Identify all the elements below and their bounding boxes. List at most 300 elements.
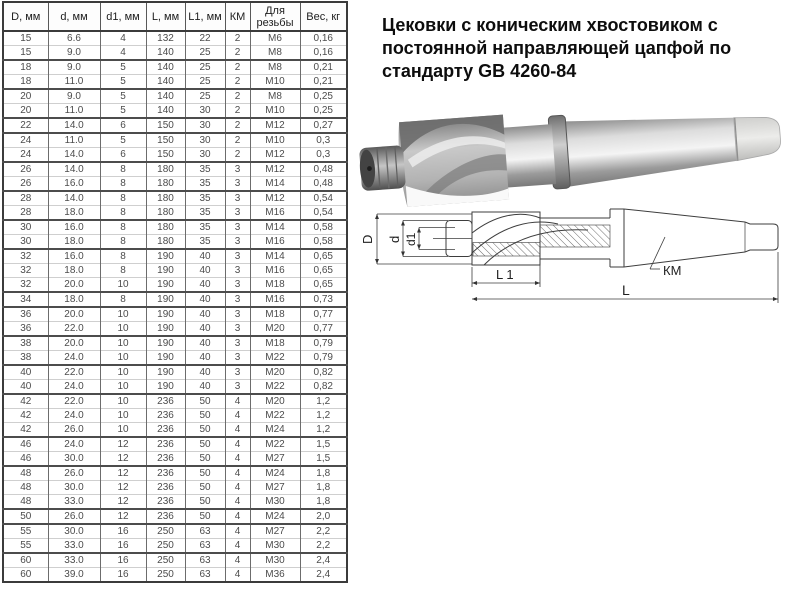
table-cell: 1,2 [300,394,347,409]
table-cell: 40 [185,307,225,322]
table-cell: 4 [225,437,250,452]
table-cell: 150 [146,118,185,133]
table-cell: 4 [225,495,250,510]
table-row [3,191,347,206]
table-row [3,162,347,177]
tool-photo-group [358,95,783,211]
table-cell: 3 [225,365,250,380]
table-cell: 18.0 [48,264,100,278]
table-cell: M18 [250,336,300,351]
table-cell: 5 [100,89,146,104]
table-row [3,365,347,380]
table-cell: 2 [225,89,250,104]
table-cell: 10 [100,365,146,380]
table-cell: 26.0 [48,423,100,438]
table-cell: 40 [185,380,225,395]
table-cell: M14 [250,249,300,264]
photo-shank [561,109,740,188]
table-cell: M12 [250,162,300,177]
table-row [3,60,347,75]
table-cell: 20.0 [48,307,100,322]
table-row [3,104,347,119]
table-cell: 4 [225,553,250,568]
table-cell: 30 [3,235,48,250]
table-cell: 8 [100,162,146,177]
table-cell: 50 [185,452,225,467]
table-cell: 236 [146,423,185,438]
dim-label-KM: КМ [663,263,682,278]
table-cell: 3 [225,162,250,177]
diagram-tang [745,222,778,252]
table-cell: 12 [100,452,146,467]
table-cell: 0,82 [300,365,347,380]
table-cell: 16 [100,553,146,568]
table-cell: 4 [225,539,250,554]
table-cell: M27 [250,524,300,539]
table-cell: 3 [225,351,250,366]
diagram-taper-bottom [624,252,745,267]
table-row [3,509,347,524]
table-row [3,380,347,395]
table-cell: 15 [3,46,48,61]
table-cell: 180 [146,191,185,206]
table-row [3,133,347,148]
table-cell: 0,65 [300,249,347,264]
table-cell: 50 [3,509,48,524]
table-cell: M30 [250,539,300,554]
table-cell: 2 [225,104,250,119]
table-cell: 39.0 [48,568,100,583]
table-cell: 0,16 [300,46,347,61]
right-panel [358,0,794,600]
table-cell: 1,2 [300,423,347,438]
table-cell: 26.0 [48,509,100,524]
table-cell: M16 [250,235,300,250]
table-cell: M8 [250,89,300,104]
table-cell: 140 [146,46,185,61]
table-cell: 236 [146,394,185,409]
table-cell: 236 [146,409,185,423]
table-cell: 20.0 [48,278,100,293]
table-cell: 0,3 [300,148,347,163]
table-cell: 25 [185,75,225,90]
table-cell: 6.6 [48,31,100,46]
table-cell: 28 [3,191,48,206]
table-cell: 3 [225,220,250,235]
table-cell: 10 [100,380,146,395]
table-cell: 1,8 [300,495,347,510]
dim-label-D: D [360,234,375,244]
table-cell: 0,65 [300,264,347,278]
table-cell: M16 [250,292,300,307]
table-cell: 190 [146,322,185,337]
table-cell: 26 [3,177,48,192]
specs-table [2,1,348,583]
table-cell: 0,79 [300,351,347,366]
table-cell: 40 [185,278,225,293]
table-row [3,423,347,438]
table-cell: 12 [100,437,146,452]
diagram-taper-top [624,209,745,222]
table-row [3,452,347,467]
table-cell: 14.0 [48,118,100,133]
table-cell: 2,4 [300,568,347,583]
table-cell: 22 [185,31,225,46]
table-cell: 32 [3,278,48,293]
table-cell: M24 [250,423,300,438]
diagram-outline [433,209,778,267]
diagram-flute-curve-1 [472,214,540,233]
table-cell: 0,73 [300,292,347,307]
table-cell: 35 [185,191,225,206]
table-cell: 2,2 [300,539,347,554]
table-cell: 26.0 [48,466,100,481]
table-cell: 40 [185,292,225,307]
table-cell: 3 [225,307,250,322]
table-cell: 1,2 [300,409,347,423]
table-cell: 4 [225,423,250,438]
table-cell: 48 [3,466,48,481]
table-cell: 35 [185,220,225,235]
table-cell: 2 [225,75,250,90]
table-row [3,437,347,452]
table-cell: 2 [225,31,250,46]
table-row [3,249,347,264]
table-cell: M14 [250,177,300,192]
table-cell: 3 [225,191,250,206]
table-cell: 5 [100,60,146,75]
table-cell: 24 [3,133,48,148]
table-cell: M6 [250,31,300,46]
table-cell: 42 [3,394,48,409]
table-cell: 236 [146,437,185,452]
table-cell: 236 [146,452,185,467]
table-cell: 28 [3,206,48,221]
table-cell: M22 [250,437,300,452]
table-cell: 10 [100,278,146,293]
table-cell: 3 [225,206,250,221]
table-cell: 36 [3,307,48,322]
table-cell: 0,27 [300,118,347,133]
table-cell: 0,82 [300,380,347,395]
table-cell: 180 [146,206,185,221]
table-cell: 250 [146,539,185,554]
table-cell: 190 [146,292,185,307]
table-cell: 8 [100,220,146,235]
table-cell: 50 [185,481,225,495]
table-cell: 10 [100,409,146,423]
table-cell: 236 [146,509,185,524]
table-cell: 150 [146,148,185,163]
column-header: L, мм [146,2,185,31]
table-row [3,553,347,568]
table-cell: 16.0 [48,249,100,264]
table-cell: 0,25 [300,89,347,104]
table-cell: 22.0 [48,322,100,337]
table-row [3,220,347,235]
table-cell: 33.0 [48,553,100,568]
table-cell: 18.0 [48,235,100,250]
table-cell: M30 [250,495,300,510]
table-cell: M12 [250,191,300,206]
table-cell: M24 [250,466,300,481]
title-line-2: постоянной направляющей цапфой по [382,38,732,58]
table-row [3,568,347,583]
table-cell: 6 [100,148,146,163]
table-cell: 36 [3,322,48,337]
page-title [382,14,774,83]
table-cell: 63 [185,568,225,583]
table-cell: 4 [100,31,146,46]
table-cell: 38 [3,351,48,366]
table-cell: 25 [185,46,225,61]
table-cell: 3 [225,380,250,395]
table-cell: 50 [185,394,225,409]
table-row [3,89,347,104]
table-row [3,292,347,307]
table-cell: 50 [185,466,225,481]
table-cell: 50 [185,495,225,510]
table-cell: 24 [3,148,48,163]
table-cell: 24.0 [48,351,100,366]
table-cell: 140 [146,60,185,75]
table-cell: 236 [146,481,185,495]
table-cell: 190 [146,336,185,351]
table-cell: 48 [3,481,48,495]
table-cell: 8 [100,249,146,264]
table-cell: 20 [3,104,48,119]
table-cell: 12 [100,509,146,524]
table-cell: 1,8 [300,481,347,495]
table-cell: 190 [146,307,185,322]
table-cell: 30.0 [48,481,100,495]
table-cell: 10 [100,423,146,438]
table-row [3,322,347,337]
table-cell: M20 [250,322,300,337]
table-row [3,177,347,192]
table-cell: 190 [146,249,185,264]
table-cell: 0,3 [300,133,347,148]
table-cell: 50 [185,423,225,438]
table-cell: 250 [146,524,185,539]
table-cell: 3 [225,249,250,264]
table-row [3,336,347,351]
table-cell: 4 [225,524,250,539]
dim-label-L1: L 1 [496,267,514,282]
table-cell: 18 [3,60,48,75]
table-row [3,31,347,46]
table-cell: 0,21 [300,75,347,90]
table-cell: 180 [146,220,185,235]
table-cell: 10 [100,307,146,322]
table-row [3,264,347,278]
table-cell: 16.0 [48,220,100,235]
table-cell: M22 [250,380,300,395]
table-cell: M8 [250,60,300,75]
table-cell: 11.0 [48,133,100,148]
table-cell: M18 [250,307,300,322]
dim-label-L: L [622,282,630,298]
table-cell: 20.0 [48,336,100,351]
table-cell: 40 [3,380,48,395]
spec-table-panel [2,1,348,583]
table-cell: M20 [250,365,300,380]
table-cell: 4 [225,509,250,524]
table-cell: 2 [225,148,250,163]
table-cell: 34 [3,292,48,307]
table-cell: M30 [250,553,300,568]
table-cell: 18.0 [48,206,100,221]
table-cell: 25 [185,89,225,104]
table-cell: 132 [146,31,185,46]
table-cell: 3 [225,292,250,307]
table-row [3,235,347,250]
table-cell: 10 [100,336,146,351]
table-cell: 2,4 [300,553,347,568]
table-cell: 63 [185,539,225,554]
table-cell: 4 [225,568,250,583]
table-cell: 40 [3,365,48,380]
table-row [3,394,347,409]
dim-label-d1: d1 [404,232,418,246]
column-header: L1, мм [185,2,225,31]
table-cell: M12 [250,148,300,163]
table-cell: 3 [225,264,250,278]
table-cell: 4 [100,46,146,61]
table-cell: 4 [225,481,250,495]
diagram-hatch-lower [473,243,540,257]
table-cell: 140 [146,89,185,104]
table-cell: 30 [3,220,48,235]
table-cell: 30.0 [48,524,100,539]
table-cell: M10 [250,133,300,148]
table-cell: 22 [3,118,48,133]
table-cell: 1,5 [300,437,347,452]
photo-tang [734,114,782,160]
table-cell: 30 [185,133,225,148]
table-cell: 60 [3,568,48,583]
table-cell: 4 [225,394,250,409]
table-cell: 30 [185,104,225,119]
table-cell: 6 [100,118,146,133]
table-cell: 190 [146,351,185,366]
table-cell: 35 [185,235,225,250]
table-cell: 0,58 [300,235,347,250]
table-row [3,466,347,481]
table-cell: 3 [225,235,250,250]
table-cell: 33.0 [48,539,100,554]
table-cell: 30 [185,118,225,133]
title-line-3: стандарту GB 4260-84 [382,61,577,81]
table-cell: 24.0 [48,380,100,395]
table-cell: M24 [250,509,300,524]
table-cell: 63 [185,553,225,568]
table-cell: 22.0 [48,365,100,380]
diagram-hatch-mid [540,225,610,247]
table-cell: 50 [185,437,225,452]
table-cell: 0,58 [300,220,347,235]
table-cell: 1,5 [300,452,347,467]
table-cell: 190 [146,278,185,293]
table-cell: 32 [3,249,48,264]
table-cell: 12 [100,466,146,481]
column-header: Для резьбы [250,2,300,31]
table-cell: 16 [100,568,146,583]
table-header-row [3,2,347,31]
table-cell: M22 [250,409,300,423]
table-cell: M8 [250,46,300,61]
table-cell: 2 [225,133,250,148]
table-cell: 63 [185,524,225,539]
table-row [3,481,347,495]
table-cell: 50 [185,509,225,524]
table-cell: 2 [225,46,250,61]
table-cell: 55 [3,524,48,539]
table-cell: 9.0 [48,89,100,104]
table-row [3,495,347,510]
table-cell: 38 [3,336,48,351]
table-cell: 3 [225,322,250,337]
table-cell: 250 [146,553,185,568]
table-body [3,31,347,582]
table-cell: 5 [100,133,146,148]
table-cell: 5 [100,75,146,90]
table-cell: 30.0 [48,452,100,467]
table-row [3,46,347,61]
dim-label-d: d [387,235,402,243]
table-cell: 16.0 [48,177,100,192]
table-cell: 50 [185,409,225,423]
table-cell: 0,54 [300,191,347,206]
table-cell: 8 [100,206,146,221]
table-cell: 9.0 [48,46,100,61]
table-cell: 40 [185,351,225,366]
table-cell: 140 [146,75,185,90]
table-cell: 180 [146,177,185,192]
table-cell: 9.0 [48,60,100,75]
table-row [3,524,347,539]
table-cell: 32 [3,264,48,278]
table-cell: 55 [3,539,48,554]
table-row [3,118,347,133]
table-cell: 24.0 [48,409,100,423]
table-row [3,75,347,90]
table-cell: 4 [225,452,250,467]
table-cell: 48 [3,495,48,510]
table-cell: 33.0 [48,495,100,510]
table-cell: 16 [100,539,146,554]
table-cell: 42 [3,409,48,423]
table-cell: 14.0 [48,148,100,163]
table-row [3,539,347,554]
table-cell: 24.0 [48,437,100,452]
table-cell: 15 [3,31,48,46]
table-cell: 2 [225,60,250,75]
table-cell: 40 [185,336,225,351]
table-cell: 8 [100,191,146,206]
table-cell: 0,77 [300,322,347,337]
column-header: d, мм [48,2,100,31]
table-cell: 4 [225,466,250,481]
table-cell: M16 [250,206,300,221]
table-cell: 190 [146,365,185,380]
table-cell: 3 [225,278,250,293]
table-cell: 0,48 [300,162,347,177]
column-header: D, мм [3,2,48,31]
table-cell: 2 [225,118,250,133]
table-cell: 8 [100,177,146,192]
table-cell: 3 [225,177,250,192]
